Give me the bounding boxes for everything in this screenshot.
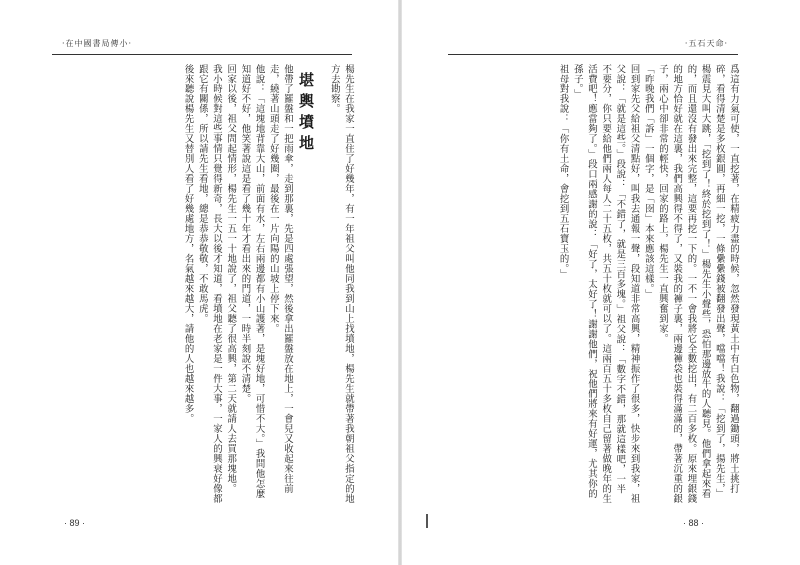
section-heading: 堪輿墳地 <box>297 72 315 156</box>
running-head-right: ·五石天命· <box>684 39 728 48</box>
page-number-right: · 88 · <box>682 518 704 528</box>
running-head-left: ·在中國書局傳小· <box>62 39 133 48</box>
intro-paragraph: 楊先生在我家一直住了好幾年，有一年祖父叫他同我到山上找墳地，楊先生就帶著我朝祖父指定的地方去勘察。 <box>328 64 354 504</box>
right-body-text: 爲這有力氣可使，一直挖著，在精疲力盡的時候，忽然發現黃土中有白色物，翻過鋤頭，將土挑打碎，看得清楚是多枚銀圓，再細一挖，一條纍纍錢被翻發出聲，噹噹！我說：「挖到了，揚先生，」楊震見大叫大跳，「挖到了！終於挖到了！」楊先生小聲些，恐怕那邊放牛的人聽見。他們拿起來看的，而且還沒有發出來完整，這要再挖一下的。一不一會我將它全數挖出，有二百多枚。原來埋銀錢的地方恰好就在這裏，我們高興得不得了，又裝我的褲子裏，兩邊褲袋也裝得滿滿的，帶著沉重的銀子，兩心中卻非常的輕快，回家的路上，楊先生一直興奮到家。 「昨晚我們「訴」一個字，是「囹」本來應該這樣。」 回到家先父給祖父清點好，叫我去通報一聲，段知道非常高興，精神振作了很多，快步來到我家，祖父說：「就是這些。」段說：「不錯了，就是三百多塊。」祖父說：「數字不錯，那就這樣吧，一半不要分，你只要給他們兩人每人二十五枚，共五十枚就可以了。這兩百五十多枚自己留著做晚年的生活費吧！應當夠了。」段口兩感謝的說：「好了，太好了！謝謝他們，祝他們將來有好運，尤其你的孫子。」 祖母對我說：「你有土命，會挖到五石寶玉的。」 <box>557 64 739 504</box>
header-rule-right <box>448 54 738 55</box>
right-page <box>400 0 800 565</box>
header-rule-left <box>52 54 352 55</box>
page-number-left: · 89 · <box>64 518 86 528</box>
left-body-text: 他帶了羅盤和一把雨傘，走到那裏，先是四處張望，然後拿出羅盤放在地上，一會兒又收起來往前走，繞著山頭走了好幾圈，最後在一片向陽的山坡上停下來。 他說：「這塊地背靠大山，前面有水，左右兩邊都有小山護著，是塊好地，可惜不大。」我問他怎麼知道好不好，他笑著說這是看了幾十年才看出來的門道，一時半刻說不清楚。 回家以後，祖父問起情形，楊先生一五一十地說了，祖父聽了很高興，第二天就請人去買那塊地。 我小時候對這些事情只覺得新奇，長大以後才知道，看墳地在老家是一件大事，一家人的興衰好像都跟它有關係，所以請先生看地，總是恭恭敬敬，不敢馬虎。 後來聽說楊先生又替別人看了好幾處地方，名氣越來越大，請他的人也越來越多。 <box>182 64 293 504</box>
